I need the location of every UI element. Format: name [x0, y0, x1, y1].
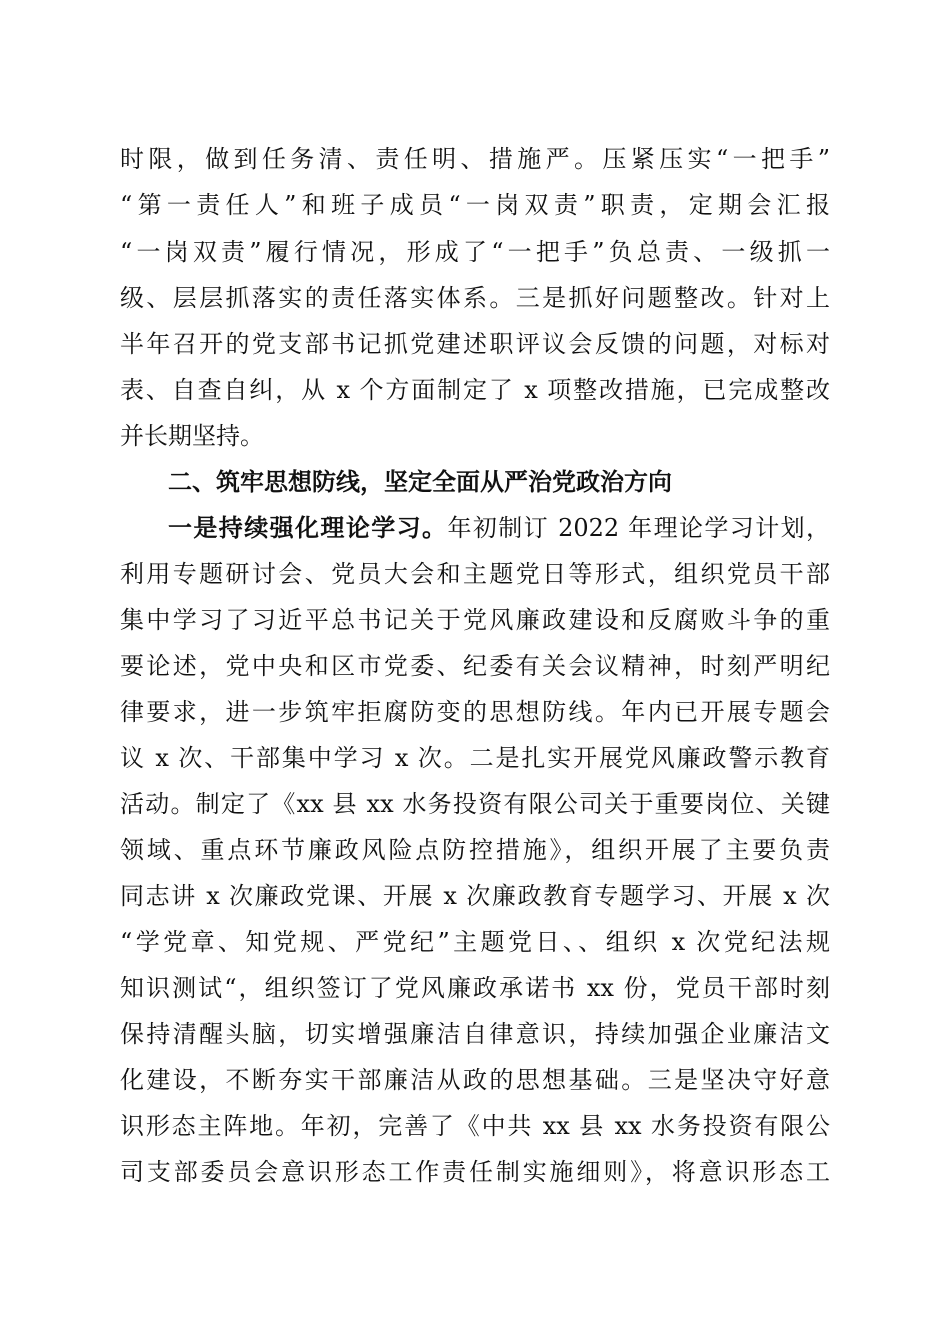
paragraph-line: 领域、重点环节廉政风险点防控措施》，组织开展了主要负责: [120, 836, 830, 864]
paragraph-first-line: [168, 506, 830, 550]
paragraph-line: “学党章、知党规、严党纪”主题党日、、组织 x 次党纪法规: [120, 928, 830, 956]
section-heading: 二、筑牢思想防线，坚定全面从严治党政治方向: [168, 468, 672, 496]
paragraph-line: 表、自查自纠，从 x 个方面制定了 x 项整改措施，已完成整改: [120, 376, 830, 404]
paragraph-line: 知识测试“，组织签订了党风廉政承诺书 xx 份，党员干部时刻: [120, 974, 830, 1002]
first-line-text: 年初制订 2022 年理论学习计划，: [447, 514, 831, 542]
paragraph-line: 保持清醒头脑，切实增强廉洁自律意识，持续加强企业廉洁文: [120, 1020, 830, 1048]
paragraph-line: 要论述，党中央和区市党委、纪委有关会议精神，时刻严明纪: [120, 652, 830, 680]
paragraph-line: 时限，做到任务清、责任明、措施严。压紧压实“一把手”: [120, 145, 830, 173]
paragraph-line: 并长期坚持。: [120, 422, 264, 450]
paragraph-line: 律要求，进一步筑牢拒腐防变的思想防线。年内已开展专题会: [120, 698, 830, 726]
bold-lead-text: 一是持续强化理论学习。: [168, 513, 448, 542]
paragraph-line: 集中学习了习近平总书记关于党风廉政建设和反腐败斗争的重: [120, 606, 830, 634]
paragraph-line: 识形态主阵地。年初，完善了《中共 xx 县 xx 水务投资有限公: [120, 1112, 830, 1140]
paragraph-line: 议 x 次、干部集中学习 x 次。二是扎实开展党风廉政警示教育: [120, 744, 830, 772]
paragraph-line: 活动。制定了《xx 县 xx 水务投资有限公司关于重要岗位、关键: [120, 790, 830, 818]
paragraph-line: 司支部委员会意识形态工作责任制实施细则》，将意识形态工: [120, 1158, 830, 1186]
paragraph-line: “第一责任人”和班子成员“一岗双责”职责，定期会汇报: [120, 191, 830, 219]
paragraph-line: 半年召开的党支部书记抓党建述职评议会反馈的问题，对标对: [120, 330, 830, 358]
paragraph-line: 级、层层抓落实的责任落实体系。三是抓好问题整改。针对上: [120, 284, 830, 312]
paragraph-line: 化建设，不断夯实干部廉洁从政的思想基础。三是坚决守好意: [120, 1066, 830, 1094]
paragraph-line: 同志讲 x 次廉政党课、开展 x 次廉政教育专题学习、开展 x 次: [120, 882, 830, 910]
paragraph-line: 利用专题研讨会、党员大会和主题党日等形式，组织党员干部: [120, 560, 830, 588]
paragraph-line: “一岗双责”履行情况，形成了“一把手”负总责、一级抓一: [120, 238, 830, 266]
